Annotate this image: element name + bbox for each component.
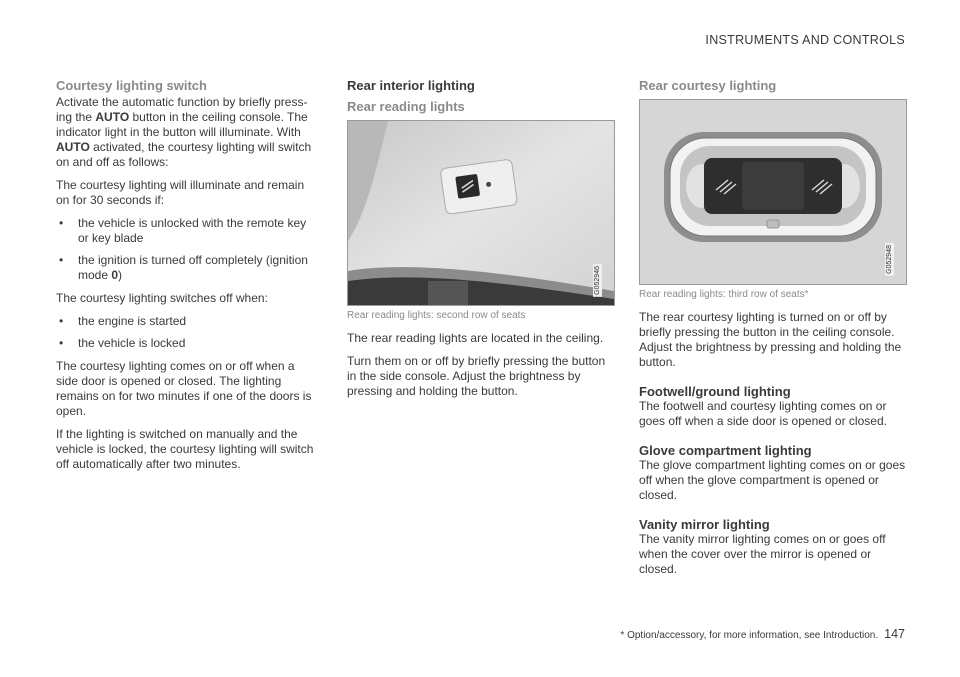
heading-footwell-ground-lighting: Footwell/ground lighting: [639, 384, 791, 399]
paragraph-glove: The glove compartment lighting comes on or goes off when the glove compartment is opened or closed.: [639, 458, 906, 502]
overhead-console-illustration: [640, 100, 906, 284]
auto-keyword: AUTO: [95, 110, 130, 124]
paragraph-switches-off: The courtesy lighting switches off when:: [56, 291, 268, 305]
paragraph-rear-courtesy: The rear courtesy lighting is turned on or off by briefly pressing the button in the ceiling console. Adjust the brightness by pressing and holding the button.: [639, 310, 902, 369]
page-number: 147: [884, 627, 905, 641]
figure-caption: Rear reading lights: third row of seats*: [639, 289, 809, 300]
footnote: * Option/accessory, for more information, see Introduction.: [620, 630, 879, 641]
bullet-list-illuminate: [56, 216, 318, 283]
heading-rear-interior-lighting: Rear interior lighting: [347, 78, 475, 93]
bullet-list-switch-off: [56, 314, 318, 351]
paragraph-manual-off: If the lighting is switched on manually and the vehicle is locked, the courtesy lighting will switch off automatically after two minutes.: [56, 427, 314, 471]
list-item: • the vehicle is unlocked with the remote key or key blade: [56, 216, 318, 246]
paragraph-side-door: The courtesy lighting comes on or off when a side door is opened or closed. The lighting remains on for two minutes if one of the doors is open.: [56, 359, 312, 418]
paragraph-located-ceiling: The rear reading lights are located in the ceiling.: [347, 331, 604, 345]
figure-caption: Rear reading lights: second row of seats: [347, 310, 526, 321]
list-item: • the engine is started: [56, 314, 318, 329]
column-courtesy-switch: [56, 78, 318, 480]
paragraph-vanity: The vanity mirror lighting comes on or goes off when the cover over the mirror is opened or closed.: [639, 532, 886, 576]
heading-vanity-mirror-lighting: Vanity mirror lighting: [639, 517, 770, 532]
column-rear-interior: [347, 78, 615, 407]
running-header: INSTRUMENTS AND CONTROLS: [705, 33, 905, 47]
page-footer: [620, 627, 905, 641]
column-rear-courtesy: [639, 78, 907, 585]
paragraph-auto-activation: Activate the automatic function by briefly press-ing the AUTO button in the ceiling console. The indicator light in the button will illuminate. With AUTO activated, the courtesy lighting will switch on and off as follows:: [56, 95, 312, 169]
figure-rear-courtesy-light: [639, 99, 907, 285]
heading-rear-reading-lights: Rear reading lights: [347, 99, 465, 114]
paragraph-30-seconds: The courtesy lighting will illuminate and remain on for 30 seconds if:: [56, 178, 305, 207]
list-item: • the ignition is turned off completely (ignition mode 0): [56, 253, 318, 283]
figure-code: G052948: [886, 245, 893, 274]
ceiling-console-illustration: [348, 121, 614, 305]
figure-code: G052946: [594, 266, 601, 295]
heading-courtesy-lighting-switch: Courtesy lighting switch: [56, 78, 207, 93]
list-item: • the vehicle is locked: [56, 336, 318, 351]
auto-keyword: AUTO: [56, 140, 90, 154]
heading-glove-compartment-lighting: Glove compartment lighting: [639, 443, 812, 458]
figure-rear-reading-light: [347, 120, 615, 306]
paragraph-footwell: The footwell and courtesy lighting comes on or goes off when a side door is opened or closed.: [639, 399, 887, 428]
paragraph-turn-on-off: Turn them on or off by briefly pressing the button in the side console. Adjust the brightness by pressing and holding the button.: [347, 354, 606, 398]
heading-rear-courtesy-lighting: Rear courtesy lighting: [639, 78, 777, 93]
